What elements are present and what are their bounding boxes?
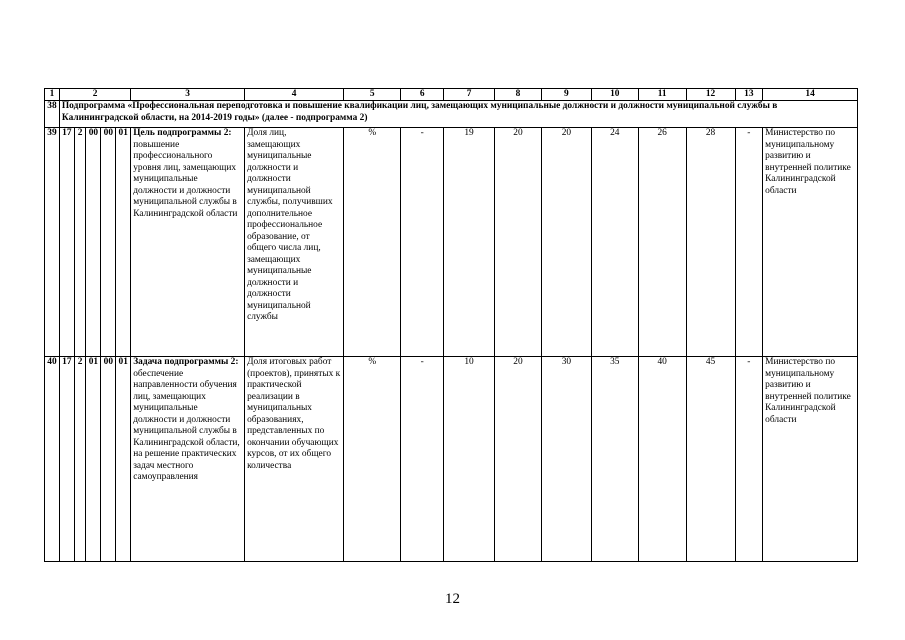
value-cell: 20 bbox=[495, 128, 542, 357]
indicator-cell: Доля лиц, замещающих муниципальные должности и должности муниципальной службы, получивших дополнительное профессиональное образование, от общего числа лиц, замещающих муниципальные должности и должности муниципальной службы bbox=[245, 128, 344, 357]
code-cell: 00 bbox=[86, 128, 101, 357]
header-cell: 1 bbox=[45, 89, 60, 101]
responsible-cell: Министерство по муниципальному развитию и внутренней политике Калининградской области bbox=[763, 128, 858, 357]
value-cell: 19 bbox=[444, 128, 495, 357]
value-cell: 28 bbox=[686, 128, 735, 357]
indicator-cell: Доля итоговых работ (проектов), принятых к практической реализации в муниципальных образованиях, представленных по окончании обучающих курсов, от их общего количества bbox=[245, 357, 344, 562]
value-cell: - bbox=[735, 357, 763, 562]
header-cell: 12 bbox=[686, 89, 735, 101]
header-cell: 13 bbox=[735, 89, 763, 101]
value-cell: 30 bbox=[541, 357, 591, 562]
code-cell: 01 bbox=[86, 357, 101, 562]
code-cell: 2 bbox=[74, 357, 86, 562]
header-row bbox=[45, 89, 858, 101]
value-cell: 45 bbox=[686, 357, 735, 562]
goal-text: повышение профессионального уровня лиц, замещающих муниципальные должности и должности муниципальной службы в Калининградской области bbox=[133, 139, 238, 219]
goal-text: обеспечение направленности обучения лиц, замещающих муниципальные должности и должности муниципальной службы в Калининградской области, на решение практических задач местного самоуправления bbox=[133, 368, 240, 482]
header-cell: 4 bbox=[245, 89, 344, 101]
header-cell: 5 bbox=[344, 89, 401, 101]
code-cell: 00 bbox=[101, 357, 116, 562]
goal-title: Задача подпрограммы 2: bbox=[133, 357, 239, 367]
header-cell: 7 bbox=[444, 89, 495, 101]
section-number: 38 bbox=[45, 101, 60, 128]
value-cell: 35 bbox=[591, 357, 638, 562]
value-cell: - bbox=[735, 128, 763, 357]
section-row bbox=[45, 101, 858, 128]
page-number: 12 bbox=[445, 591, 460, 607]
code-cell: 01 bbox=[116, 357, 131, 562]
goal-title: Цель подпрограммы 2: bbox=[133, 128, 232, 138]
unit-cell: % bbox=[344, 128, 401, 357]
code-cell: 00 bbox=[101, 128, 116, 357]
value-cell: 26 bbox=[638, 128, 686, 357]
goal-cell bbox=[131, 357, 245, 562]
section-title: Подпрограмма «Профессиональная переподготовка и повышение квалификации лиц, замещающих муниципальные должности и должности муниципальной службы в Калининградской области, на 2014-2019 годы» (далее - подпрограмма 2) bbox=[59, 101, 857, 128]
row-number: 40 bbox=[45, 357, 60, 562]
table-row bbox=[45, 357, 858, 562]
header-cell: 6 bbox=[401, 89, 444, 101]
value-cell: 20 bbox=[541, 128, 591, 357]
code-cell: 17 bbox=[59, 128, 74, 357]
header-cell: 9 bbox=[541, 89, 591, 101]
value-cell: - bbox=[401, 357, 444, 562]
goal-cell bbox=[131, 128, 245, 357]
value-cell: 20 bbox=[495, 357, 542, 562]
table-row bbox=[45, 128, 858, 357]
indicators-table bbox=[44, 88, 858, 562]
header-cell: 10 bbox=[591, 89, 638, 101]
header-cell: 3 bbox=[131, 89, 245, 101]
header-cell: 11 bbox=[638, 89, 686, 101]
code-cell: 01 bbox=[116, 128, 131, 357]
header-cell: 8 bbox=[495, 89, 542, 101]
value-cell: - bbox=[401, 128, 444, 357]
code-cell: 17 bbox=[59, 357, 74, 562]
row-number: 39 bbox=[45, 128, 60, 357]
code-cell: 2 bbox=[74, 128, 86, 357]
unit-cell: % bbox=[344, 357, 401, 562]
header-cell: 2 bbox=[59, 89, 130, 101]
value-cell: 40 bbox=[638, 357, 686, 562]
responsible-cell: Министерство по муниципальному развитию и внутренней политике Калининградской области bbox=[763, 357, 858, 562]
value-cell: 10 bbox=[444, 357, 495, 562]
value-cell: 24 bbox=[591, 128, 638, 357]
header-cell: 14 bbox=[763, 89, 858, 101]
